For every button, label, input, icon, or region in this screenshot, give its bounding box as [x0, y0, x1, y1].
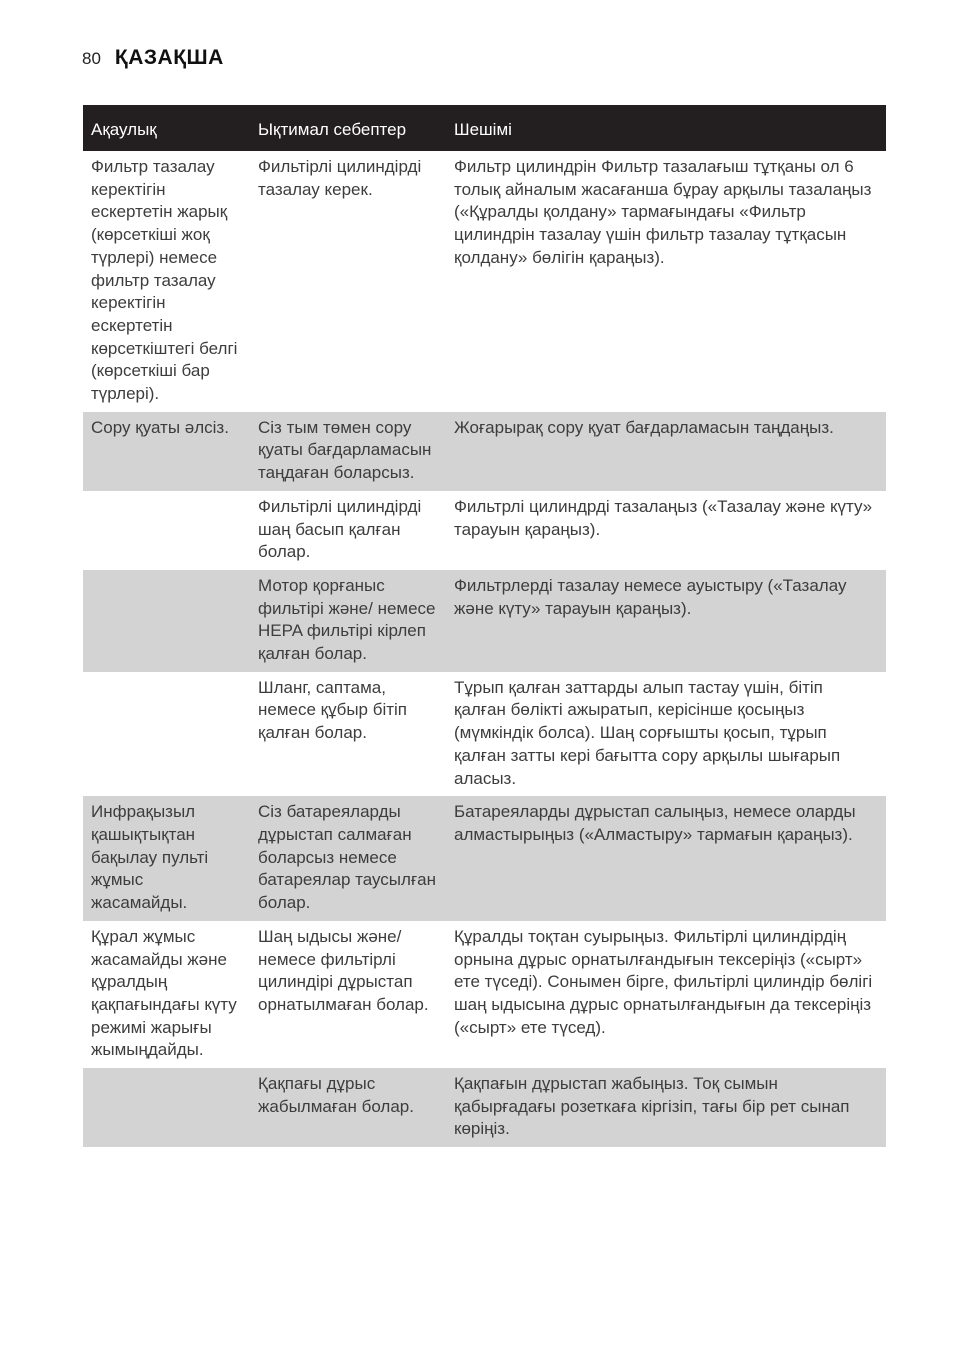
table-row	[83, 1068, 886, 1147]
table-header-row	[83, 105, 886, 151]
problem-cell	[83, 491, 250, 570]
table-row	[83, 151, 886, 412]
table-row	[83, 796, 886, 921]
problem-cell: Инфрақызыл қашықтықтан бақылау пульті жұмыс жасамайды.	[83, 796, 250, 921]
cause-cell: Фильтірлі цилиндірді шаң басып қалған болар.	[258, 496, 422, 562]
problem-cell	[83, 672, 250, 797]
problem-cell	[83, 570, 250, 672]
solution-cell: Фильтр цилиндрін Фильтр тазалағыш тұтқаны ол 6 толық айналым жасағанша бұрау арқылы тазалаңыз («Құралды қолдану» тармағындағы «Фильтр цилиндрін тазалау үшін фильтр тазалау тұтқасын қолдану» бөлігін қараңыз).	[454, 157, 872, 267]
cause-cell: Шаң ыдысы және/ немесе фильтірлі цилиндірі дұрыстап орнатылмаған болар.	[258, 926, 429, 1014]
problem-cell	[83, 1068, 250, 1147]
page-language-title: ҚАЗАҚША	[114, 46, 224, 69]
table-row	[83, 412, 886, 491]
solution-cell: Фильтрлерді тазалау немесе ауыстыру («Тазалау және күту» тарауын қараңыз).	[446, 570, 886, 672]
solution-cell: Құралды тоқтан суырыңыз. Фильтірлі цилиндірдің орнына дұрыс орнатылғандығын тексеріңіз («сырт» ете түседі). Сонымен бірге, фильтірлі цилиндір бөлігі шаң ыдысына дұрыс орнатылғандығын да тексеріңіз («сырт» ете түсед).	[454, 926, 873, 1037]
column-header-solution: Шешімі	[446, 105, 886, 151]
solution-cell: Тұрып қалған заттарды алып тастау үшін, бітіп қалған бөлікті ажыратып, керісінше қосыңыз (мүмкіндік болса). Шаң сорғышты қосып, тұрып қалған затты кері бағытта сору арқылы шығарып аласыз.	[454, 677, 841, 788]
table-row	[83, 570, 886, 672]
troubleshooting-table	[83, 105, 886, 1147]
solution-cell: Жоғарырақ сору қуат бағдарламасын таңдаңыз.	[446, 412, 886, 491]
problem-cell: Сору қуаты әлсіз.	[83, 412, 250, 491]
table-row	[83, 491, 886, 570]
cause-cell: Сіз тым төмен сору қуаты бағдарламасын таңдаған боларсыз.	[250, 412, 446, 491]
column-header-problem: Ақаулық	[83, 105, 250, 151]
cause-cell: Шланг, саптама, немесе құбыр бітіп қалған болар.	[258, 677, 408, 743]
problem-cell: Құрал жұмыс жасамайды және құралдың қақпағындағы күту режимі жарығы жымыңдайды.	[91, 926, 237, 1060]
cause-cell: Қақпағы дұрыс жабылмаған болар.	[250, 1068, 446, 1147]
problem-cell: Фильтр тазалау керектігін ескертетін жарық (көрсеткіші жоқ түрлері) немесе фильтр тазалау керектігін ескертетін көрсеткіштегі белгі (көрсеткіші бар түрлері).	[91, 157, 238, 404]
page-number: 80	[82, 49, 101, 68]
cause-cell: Мотор қорғаныс фильтірі және/ немесе HEPA фильтірі кірлеп қалған болар.	[250, 570, 446, 672]
page-header	[82, 46, 224, 70]
table-row	[83, 921, 886, 1068]
column-header-cause: Ықтимал себептер	[250, 105, 446, 151]
solution-cell: Қақпағын дұрыстап жабыңыз. Тоқ сымын қабырғадағы розеткаға кіргізіп, тағы бір рет сынап көріңіз.	[446, 1068, 886, 1147]
cause-cell: Сіз батареяларды дұрыстап салмаған боларсыз немесе батареялар таусылған болар.	[250, 796, 446, 921]
cause-cell: Фильтірлі цилиндірді тазалау керек.	[258, 157, 422, 199]
solution-cell: Фильтрлі цилиндрді тазалаңыз («Тазалау және күту» тарауын қараңыз).	[454, 496, 873, 539]
solution-cell: Батареяларды дұрыстап салыңыз, немесе оларды алмастырыңыз («Алмастыру» тармағын қараңыз).	[446, 796, 886, 921]
table-row	[83, 672, 886, 797]
